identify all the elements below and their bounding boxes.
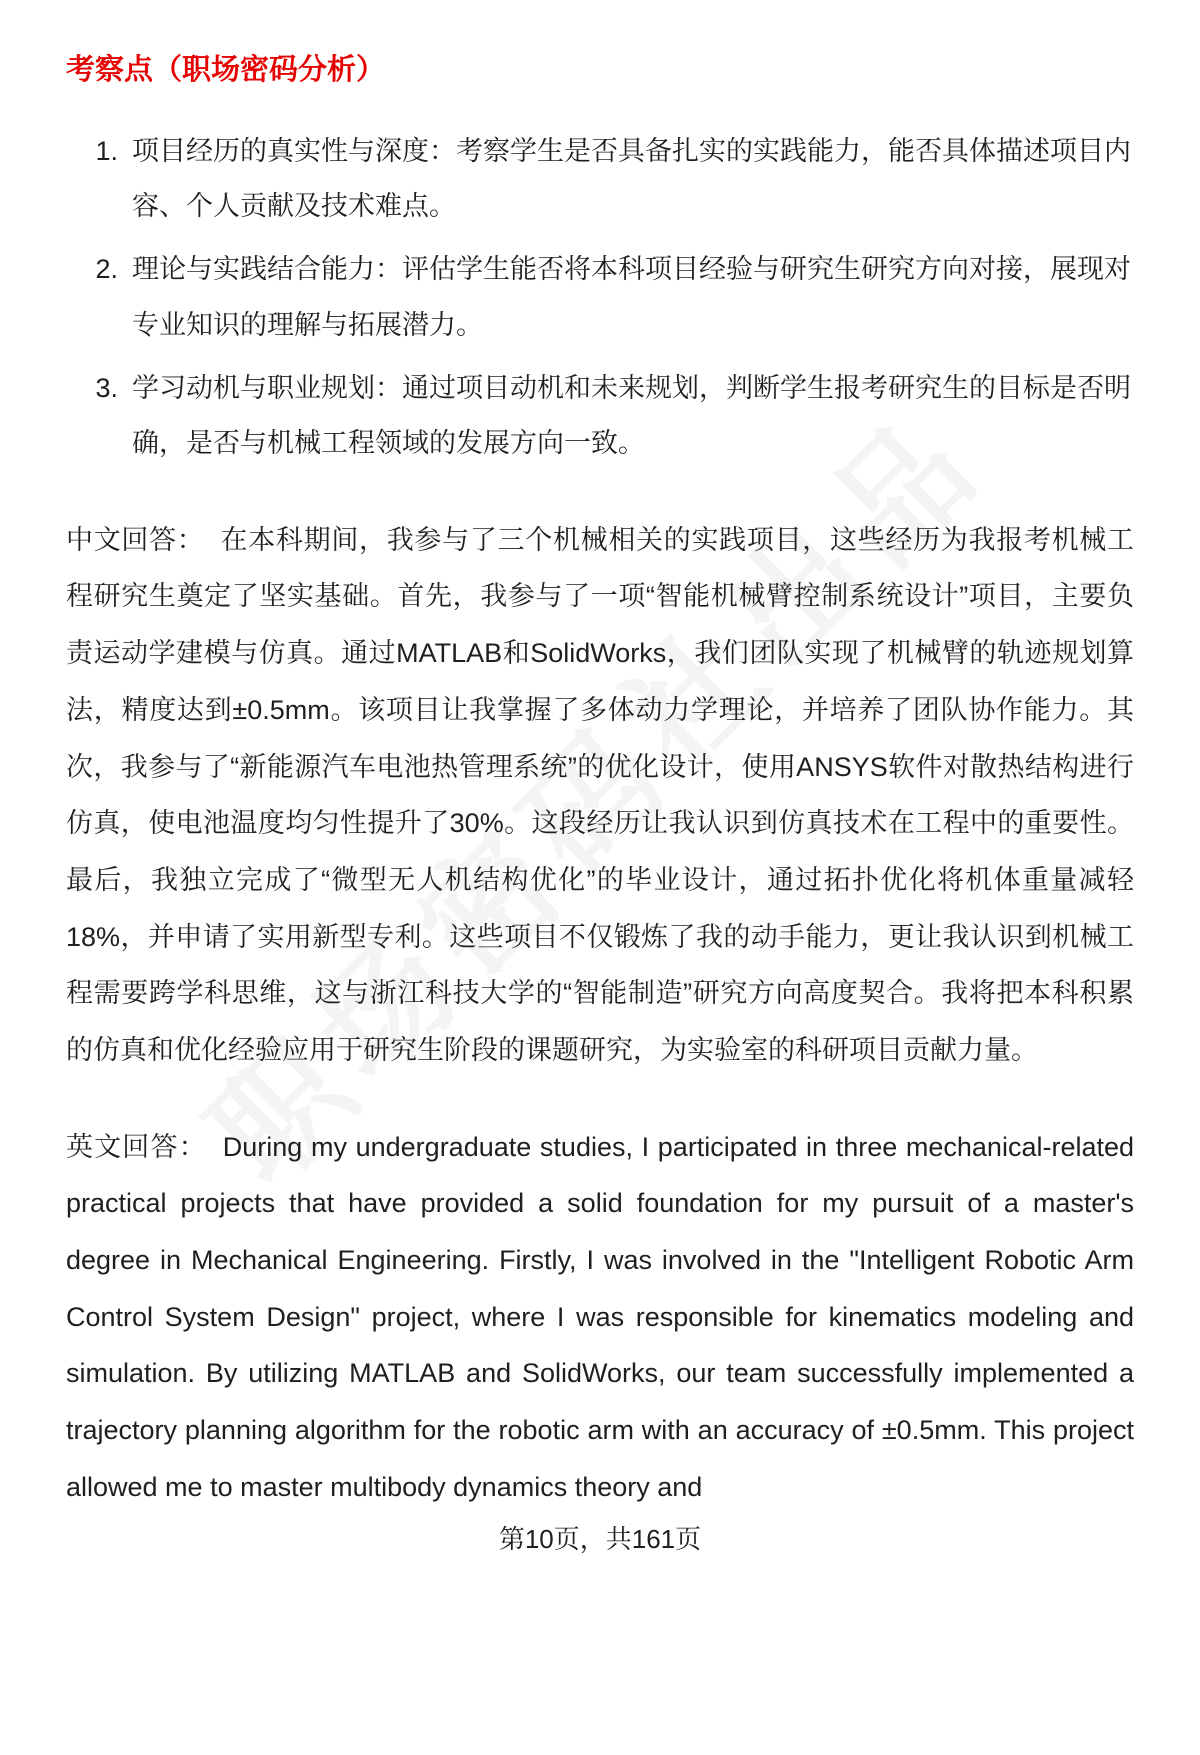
- list-item: [66, 361, 1134, 472]
- assessment-points-list: [66, 124, 1134, 472]
- list-item: [66, 124, 1134, 235]
- list-item-number: 1.: [95, 135, 118, 166]
- page-number-footer: 第10页，共161页: [498, 1524, 702, 1555]
- list-item: [66, 242, 1134, 353]
- list-item-number: 3.: [95, 373, 118, 404]
- list-item-text: 项目经历的真实性与深度：考察学生是否具备扎实的实践能力，能否具体描述项目内容、个人贡献及技术难点。: [132, 135, 1131, 222]
- english-answer-label: 英文回答：: [66, 1131, 207, 1162]
- chinese-answer-label: 中文回答：: [66, 524, 205, 555]
- section-title: 考察点（职场密码分析）: [66, 54, 386, 86]
- list-item-text: 理论与实践结合能力：评估学生能否将本科项目经验与研究生研究方向对接，展现对专业知识的理解与拓展潜力。: [132, 254, 1131, 340]
- list-item-number: 2.: [95, 254, 118, 285]
- english-answer-paragraph: [66, 1119, 1134, 1516]
- list-item-text: 学习动机与职业规划：通过项目动机和未来规划，判断学生报考研究生的目标是否明确，是否与机械工程领域的发展方向一致。: [132, 373, 1131, 459]
- english-answer-text: During my undergraduate studies, I participated in three mechanical-related practical projects that have provided a solid foundation for my pursuit of a master's degree in Mechanical Engineering. Firstly, I was involved in the "Intelligent Robotic Arm Control System Design" project, where I was responsible for kinematics modeling and simulation. By utilizing MATLAB and SolidWorks, our team successfully implemented a trajectory planning algorithm for the robotic arm with an accuracy of ±0.5mm. This project allowed me to master multibody dynamics theory and: [66, 1131, 1135, 1502]
- chinese-answer-text: 在本科期间，我参与了三个机械相关的实践项目，这些经历为我报考机械工程研究生奠定了坚实基础。首先，我参与了一项“智能机械臂控制系统设计”项目，主要负责运动学建模与仿真。通过MATLAB和SolidWorks，我们团队实现了机械臂的轨迹规划算法，精度达到±0.5mm。该项目让我掌握了多体动力学理论，并培养了团队协作能力。其次，我参与了“新能源汽车电池热管理系统”的优化设计，使用ANSYS软件对散热结构进行仿真，使电池温度均匀性提升了30%。这段经历让我认识到仿真技术在工程中的重要性。最后，我独立完成了“微型无人机结构优化”的毕业设计，通过拓扑优化将机体重量减轻18%，并申请了实用新型专利。这些项目不仅锻炼了我的动手能力，更让我认识到机械工程需要跨学科思维，这与浙江科技大学的“智能制造”研究方向高度契合。我将把本科积累的仿真和优化经验应用于研究生阶段的课题研究，为实验室的科研项目贡献力量。: [66, 524, 1135, 1065]
- document-content: [66, 52, 1134, 1558]
- chinese-answer-paragraph: [66, 512, 1134, 1079]
